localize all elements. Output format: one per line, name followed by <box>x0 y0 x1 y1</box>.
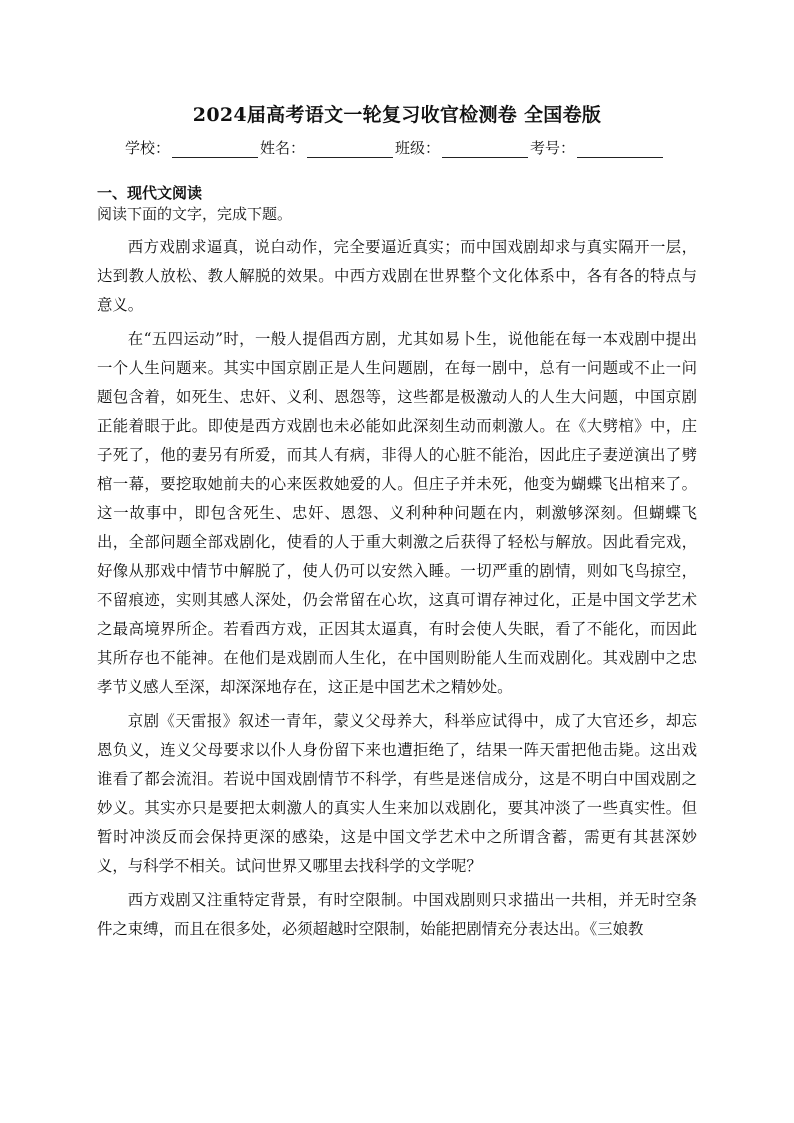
name-label: 姓名： <box>260 139 306 157</box>
document-title: 2024届高考语文一轮复习收官检测卷 全国卷版 <box>192 104 602 126</box>
passage-paragraph: 京剧《天雷报》叙述一青年，蒙义父母养大，科举应试得中，成了大官还乡，却忘恩负义，连义父母要求以仆人身份留下来也遭拒绝了，结果一阵天雷把他击毙。这出戏谁看了都会流泪。若说中国戏剧情节不科学，有些是迷信成分，这是不明白中国戏剧之妙义。其实亦只是要把太刺激人的真实人生来加以戏剧化，要其冲淡了一些真实性。但暂时冲淡反而会保持更深的感染，这是中国文学艺术中之所谓含蓄，需更有其甚深妙义，与科学不相关。试问世界又哪里去找科学的文学呢？ <box>97 712 697 875</box>
passage-paragraph: 西方戏剧求逼真，说白动作，完全要逼近真实；而中国戏剧却求与真实隔开一层，达到教人放松、教人解脱的效果。中西方戏剧在世界整个文化体系中，各有各的特点与意义。 <box>97 238 697 314</box>
school-label: 学校： <box>125 139 171 157</box>
reading-instruction: 阅读下面的文字，完成下题。 <box>97 205 293 223</box>
name-blank[interactable] <box>307 139 393 158</box>
passage-paragraph: 在“五四运动”时，一般人提倡西方剧，尤其如易卜生，说他能在每一本戏剧中提出一个人生问题来。其实中国京剧正是人生问题剧，在每一剧中，总有一问题或不止一问题包含着，如死生、忠奸、义利、恩怨等，这些都是极激动人的人生大问题，中国京剧正能着眼于此。即使是西方戏剧也未必能如此深刻生动而刺激人。在《大劈棺》中，庄子死了，他的妻另有所爱，而其人有病，非得人的心脏不能治，因此庄子妻逆演出了劈棺一幕，要挖取她前夫的心来医救她爱的人。但庄子并未死，他变为蝴蝶飞出棺来了。这一故事中，即包含死生、忠奸、恩怨、义利种种问题在内，刺激够深刻。但蝴蝶飞出，全部问题全部戏剧化，使看的人于重大刺激之后获得了轻松与解放。因此看完戏，好像从那戏中情节中解脱了，使人仍可以安然入睡。一切严重的剧情，则如飞鸟掠空，不留痕迹，实则其感人深处，仍会常留在心坎，这真可谓存神过化，正是中国文学艺术之最高境界所企。若看西方戏，正因其太逼真，有时会使人失眠，看了不能化，而因此其所存也不能神。在他们是戏剧而人生化，在中国则盼能人生而戏剧化。其戏剧中之忠孝节义感人至深，却深深地存在，这正是中国艺术之精妙处。 <box>97 330 697 696</box>
class-label: 班级： <box>395 139 441 157</box>
passage-paragraph: 西方戏剧又注重特定背景，有时空限制。中国戏剧则只求描出一共相，并无时空条件之束缚，而且在很多处，必须超越时空限制，始能把剧情充分表达出。《三娘教 <box>97 891 697 938</box>
section-heading: 一、现代文阅读 <box>97 184 203 202</box>
reading-passage <box>97 233 697 949</box>
school-blank[interactable] <box>172 139 258 158</box>
exam-number-blank[interactable] <box>577 139 663 158</box>
exam-number-label: 考号： <box>530 139 576 157</box>
class-blank[interactable] <box>442 139 528 158</box>
student-info-line <box>125 134 665 158</box>
